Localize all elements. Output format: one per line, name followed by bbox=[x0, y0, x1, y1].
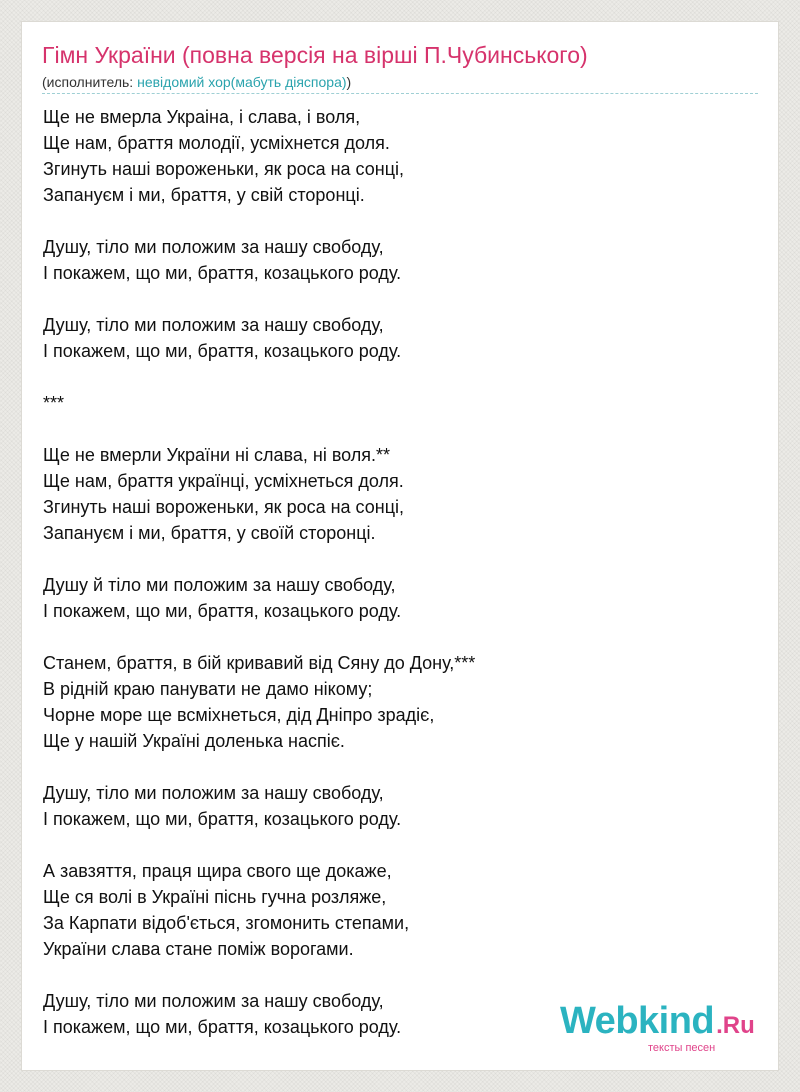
lyrics-line: Ще нам, браття українці, усміхнеться доля. bbox=[43, 471, 404, 491]
lyrics-line: Згинуть наші вороженьки, як роса на сонці, bbox=[43, 159, 405, 179]
lyrics-card bbox=[22, 22, 778, 1070]
performer-prefix: (исполнитель: bbox=[42, 74, 138, 90]
lyrics-line: Душу, тіло ми положим за нашу свободу, bbox=[43, 783, 384, 803]
performer-link[interactable]: невідомий хор(мабуть діяспора) bbox=[137, 74, 347, 90]
watermark-logo bbox=[560, 1000, 755, 1043]
lyrics-line: В рідній краю панувати не дамо нікому; bbox=[43, 679, 373, 699]
lyrics-blank-line bbox=[43, 624, 475, 650]
lyrics-line: Душу, тіло ми положим за нашу свободу, bbox=[43, 991, 384, 1011]
page-title: Гімн України (повна версія на вірші П.Чубинського) bbox=[42, 42, 588, 68]
watermark-tagline: тексты песен bbox=[648, 1042, 716, 1054]
lyrics-line: Ще не вмерла Украіна, і слава, і воля, bbox=[43, 107, 361, 127]
lyrics-line: Чорне море ще всміхнеться, дід Дніпро зрадіє, bbox=[43, 705, 435, 725]
lyrics-line: А завзяття, праця щира свого ще докаже, bbox=[43, 861, 392, 881]
lyrics-line: України слава стане поміж ворогами. bbox=[43, 939, 354, 959]
lyrics-line: Ще у нашій Україні доленька наспіє. bbox=[43, 731, 345, 751]
header-divider bbox=[42, 93, 758, 94]
lyrics-line: За Карпати відоб'ється, згомонить степами, bbox=[43, 913, 410, 933]
watermark-brand-name: Webkind bbox=[560, 1000, 715, 1042]
lyrics-blank-line bbox=[43, 754, 475, 780]
watermark-brand-tld: .Ru bbox=[716, 1012, 755, 1039]
lyrics-line: Ще нам, браття молодії, усміхнется доля. bbox=[43, 133, 390, 153]
lyrics-line: Запануєм і ми, браття, у своїй сторонці. bbox=[43, 523, 376, 543]
performer-suffix: ) bbox=[346, 74, 352, 90]
performer-line bbox=[42, 74, 351, 90]
lyrics-line: І покажем, що ми, браття, козацького роду. bbox=[43, 263, 402, 283]
lyrics-blank-line bbox=[43, 546, 475, 572]
lyrics-blank-line bbox=[43, 286, 475, 312]
lyrics-line: Запануєм і ми, браття, у свій сторонці. bbox=[43, 185, 365, 205]
lyrics-line: Ще не вмерли України ні слава, ні воля.** bbox=[43, 445, 391, 465]
lyrics-blank-line bbox=[43, 208, 475, 234]
lyrics-line: Душу, тіло ми положим за нашу свободу, bbox=[43, 237, 384, 257]
lyrics-line: І покажем, що ми, браття, козацького роду. bbox=[43, 601, 402, 621]
lyrics-line: Душу й тіло ми положим за нашу свободу, bbox=[43, 575, 396, 595]
lyrics-line: І покажем, що ми, браття, козацького роду. bbox=[43, 809, 402, 829]
lyrics-line: Ще ся волі в Україні піснь гучна розляже, bbox=[43, 887, 387, 907]
lyrics-text bbox=[43, 104, 475, 1040]
lyrics-blank-line bbox=[43, 416, 475, 442]
lyrics-blank-line bbox=[43, 364, 475, 390]
lyrics-line: Душу, тіло ми положим за нашу свободу, bbox=[43, 315, 384, 335]
lyrics-line: Згинуть наші вороженьки, як роса на сонці, bbox=[43, 497, 405, 517]
lyrics-line: *** bbox=[43, 393, 65, 413]
lyrics-blank-line bbox=[43, 832, 475, 858]
lyrics-line: І покажем, що ми, браття, козацького роду. bbox=[43, 1017, 402, 1037]
lyrics-blank-line bbox=[43, 962, 475, 988]
lyrics-line: І покажем, що ми, браття, козацького роду. bbox=[43, 341, 402, 361]
lyrics-line: Станем, браття, в бій кривавий від Сяну до Дону,*** bbox=[43, 653, 476, 673]
